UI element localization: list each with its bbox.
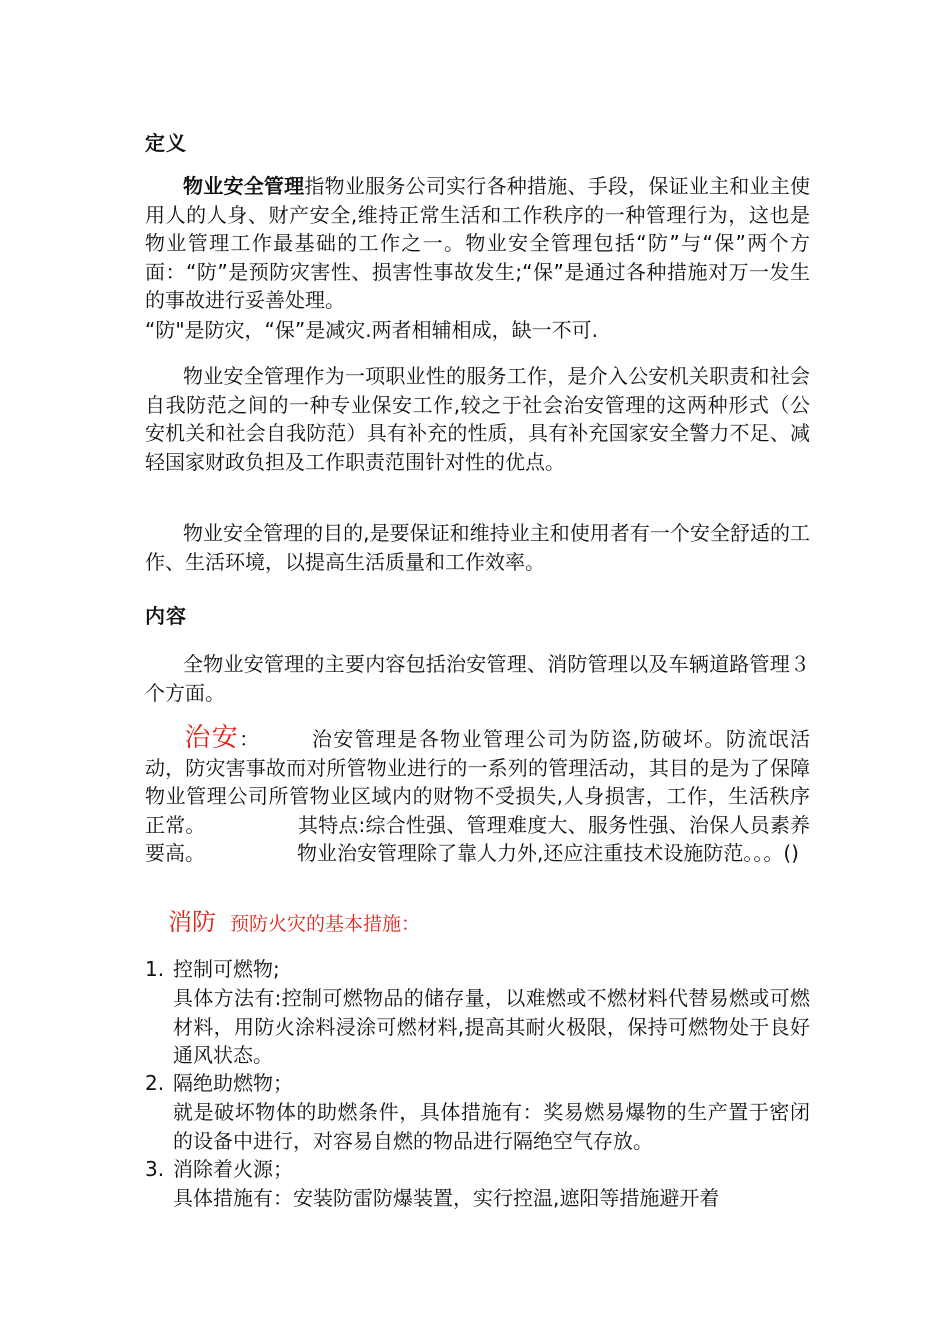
content-paragraph-1: 全物业安管理的主要内容包括治安管理、消防管理以及车辆道路管理３个方面。 bbox=[145, 652, 810, 705]
definition-paragraph-1-line: “防"是防灾，“保”是减灾.两者相辅相成，缺一不可. bbox=[145, 318, 598, 342]
section-heading-definition: 定义 bbox=[145, 131, 187, 155]
fire-heading bbox=[168, 908, 833, 939]
definition-text: 指物业服务公司实行各种措施、手段，保证业主和业主使用人的人身、财产安全,维持正常生活和工作秩序的一种管理行为，这也是物业管理工作最基础的工作之一。物业安全管理包括“防”与“保”两个方面：“防”是预防灾害性、损害性事故发生;“保”是通过各种措施对万一发生的事故进行妥善处理。 bbox=[145, 174, 811, 312]
list-item-3-title: 3. 消除着火源； bbox=[145, 1157, 293, 1181]
list-item-2-body: 就是破坏物体的助燃条件，具体措施有：奖易燃易爆物的生产置于密闭的设备中进行，对容易自燃的物品进行隔绝空气存放。 bbox=[173, 1100, 810, 1153]
list-item-2-title: 2. 隔绝助燃物； bbox=[145, 1071, 293, 1095]
security-text-c: 物业治安管理除了靠人力外,还应注重技术设施防范。。。() bbox=[297, 841, 799, 865]
list-item-1-title: 1. 控制可燃物; bbox=[145, 957, 280, 981]
security-text-b: 其特点:综合性强、管理难度大、服务性强、治保人员素养要高。 bbox=[145, 812, 810, 865]
list-item-3-body: 具体措施有：安装防雷防爆装置，实行控温,遮阳等措施避开着 bbox=[173, 1186, 720, 1210]
security-colon: ： bbox=[239, 727, 261, 751]
security-paragraph bbox=[145, 724, 810, 868]
fire-subtitle: 预防火灾的基本措施： bbox=[230, 913, 421, 935]
term-bold: 物业安全管理 bbox=[183, 174, 305, 198]
list-item-1-body: 具体方法有:控制可燃物品的储存量，以难燃或不燃材料代替易燃或可燃材料，用防火涂料浸涂可燃材料,提高其耐火极限，保持可燃物处于良好通风状态。 bbox=[173, 986, 810, 1067]
security-label: 治安 bbox=[183, 723, 240, 753]
definition-paragraph-2: 物业安全管理作为一项职业性的服务工作，是介入公安机关职责和社会自我防范之间的一种专业保安工作,较之于社会治安管理的这两种形式（公安机关和社会自我防范）具有补充的性质，具有补充国家安全警力不足、减轻国家财政负担及工作职责范围针对性的优点。 bbox=[145, 364, 810, 474]
definition-paragraph-3: 物业安全管理的目的,是要保证和维持业主和使用者有一个安全舒适的工作、生活环境，以提高生活质量和工作效率。 bbox=[145, 521, 810, 574]
section-heading-content: 内容 bbox=[145, 604, 187, 628]
security-text-a: 治安管理是各物业管理公司为防盗,防破坏。防流氓活动，防灾害事故而对所管物业进行的一系列的管理活动，其目的是为了保障物业管理公司所管物业区域内的财物不受损失,人身损害，工作，生活秩序正常。 bbox=[145, 727, 810, 837]
definition-paragraph-1 bbox=[145, 172, 810, 315]
fire-label: 消防 bbox=[168, 908, 216, 936]
